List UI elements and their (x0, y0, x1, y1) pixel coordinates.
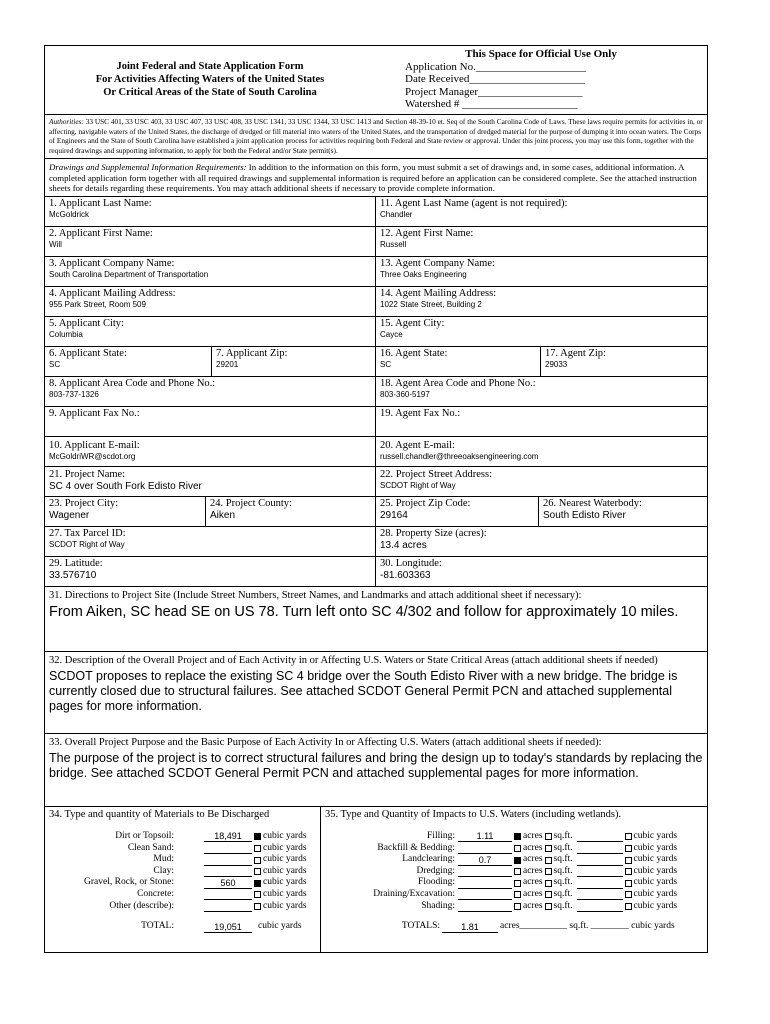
material-name: Clay: (153, 865, 174, 876)
material-qty[interactable] (204, 843, 252, 854)
material-name: Dirt or Topsoil: (115, 831, 174, 842)
impacts-totals (325, 921, 703, 933)
impact-cy-label: cubic yards (633, 854, 678, 865)
field-label: 15. Agent City: (380, 318, 445, 330)
field-project-street[interactable] (375, 467, 707, 496)
field-label: 13. Agent Company Name: (380, 258, 495, 270)
official-use-box (375, 46, 707, 114)
field-label: 9. Applicant Fax No.: (49, 408, 140, 420)
field-label: 16. Agent State: (380, 348, 448, 360)
field-project-name[interactable] (45, 467, 375, 496)
field-longitude[interactable] (375, 557, 707, 586)
material-item (49, 877, 316, 889)
field-value[interactable]: Chandler (380, 210, 413, 220)
field-value[interactable]: Will (49, 240, 62, 250)
field-value[interactable]: McGoldrick (49, 210, 90, 220)
impact-name: Draining/Excavation: (373, 889, 455, 900)
impact-sqft-label: sq.ft. (553, 900, 573, 911)
form-title-line: Joint Federal and State Application Form (116, 61, 304, 72)
row-project-name (45, 466, 707, 496)
impact-cy-checkbox[interactable] (625, 903, 632, 910)
field-label: 6. Applicant State: (49, 348, 127, 360)
material-item (49, 901, 316, 913)
material-qty[interactable]: 560 (204, 878, 252, 889)
impact-cy-qty[interactable] (577, 831, 623, 842)
field-label: 5. Applicant City: (49, 318, 124, 330)
impact-cy-checkbox[interactable] (625, 891, 632, 898)
field-value[interactable]: 955 Park Street, Room 509 (49, 300, 146, 310)
drawings-body: In addition to the information on this form, you must submit a set of drawings and, in some cases, additional information. A completed application form together with all required drawings and supplemental information is required before an application can be considered complete. See the attached instruction sheets for details regarding these requirements. You may attach additional sheets if necessary to provide complete information. (49, 162, 697, 194)
material-unit-label: cubic yards (263, 842, 307, 853)
impact-sqft-checkbox[interactable] (545, 880, 552, 887)
impact-acres-checkbox[interactable] (514, 868, 521, 875)
impact-item (325, 877, 703, 889)
field-label: 8. Applicant Area Code and Phone No.: (49, 378, 216, 390)
field-tax-parcel[interactable] (45, 527, 375, 556)
material-unit-checkbox[interactable] (254, 845, 261, 852)
field-label: 1. Applicant Last Name: (49, 198, 152, 210)
field-label: 14. Agent Mailing Address: (380, 288, 497, 300)
row-names-last (45, 196, 707, 226)
impact-cy-qty[interactable] (577, 878, 623, 889)
field-label: 30. Longitude: (380, 558, 442, 570)
field-applicant-zip[interactable] (211, 347, 375, 376)
field-project-description[interactable] (45, 652, 707, 733)
impact-acres-label: acres (523, 842, 543, 853)
impact-cy-label: cubic yards (633, 877, 678, 888)
materials-total (49, 921, 316, 933)
field-label: 26. Nearest Waterbody: (543, 498, 642, 510)
authorities-label: Authorities: (49, 117, 84, 126)
material-name: Gravel, Rock, or Stone: (84, 877, 174, 888)
impact-qty[interactable] (458, 843, 512, 854)
field-agent-phone[interactable] (375, 377, 707, 406)
field-label: 17. Agent Zip: (545, 348, 606, 360)
authorities-section (45, 114, 707, 158)
date-received-field[interactable]: Date Received_____________________ (405, 73, 585, 86)
application-form (44, 45, 708, 953)
field-project-zip[interactable] (375, 497, 538, 526)
field-agent-address[interactable] (375, 287, 707, 316)
field-property-size[interactable] (375, 527, 707, 556)
field-agent-last-name[interactable] (375, 197, 707, 226)
field-value[interactable]: 29033 (545, 360, 568, 370)
drawings-section (45, 158, 707, 196)
field-applicant-last-name[interactable] (45, 197, 375, 226)
impact-acres-label: acres (523, 831, 543, 842)
field-label: 32. Description of the Overall Project and of Each Activity in or Affecting U.S. Waters or State Critical Areas (attach additional sheets if needed) (49, 655, 658, 667)
field-value[interactable]: SCDOT Right of Way (380, 481, 456, 491)
impact-acres-checkbox[interactable] (514, 903, 521, 910)
field-value[interactable]: SC 4 over South Fork Edisto River (49, 481, 202, 493)
field-applicant-company[interactable] (45, 257, 375, 286)
field-value[interactable]: McGoldriWR@scdot.org (49, 452, 136, 462)
impact-qty[interactable] (458, 901, 512, 912)
impact-name: Dredging: (416, 865, 455, 876)
impact-sqft-checkbox[interactable] (545, 857, 552, 864)
row-email (45, 436, 707, 466)
material-name: Other (describe): (109, 900, 174, 911)
impact-acres-checkbox[interactable] (514, 845, 521, 852)
materials-label: 34. Type and quantity of Materials to Be Discharged (49, 809, 270, 821)
field-agent-zip[interactable] (540, 347, 707, 376)
impact-qty[interactable] (458, 866, 512, 877)
field-label: 18. Agent Area Code and Phone No.: (380, 378, 536, 390)
material-item (49, 831, 316, 843)
field-applicant-city[interactable] (45, 317, 375, 346)
field-label: 10. Applicant E-mail: (49, 440, 140, 452)
impact-cy-checkbox[interactable] (625, 880, 632, 887)
material-name: Clean Sand: (127, 842, 174, 853)
field-value[interactable]: Columbia (49, 330, 83, 340)
field-value[interactable]: South Carolina Department of Transportation (49, 270, 209, 280)
impact-sqft-checkbox[interactable] (545, 903, 552, 910)
field-applicant-first-name[interactable] (45, 227, 375, 256)
field-applicant-email[interactable] (45, 437, 375, 466)
material-unit-label: cubic yards (263, 854, 307, 865)
impact-sqft-label: sq.ft. (553, 831, 573, 842)
impact-item (325, 843, 703, 855)
impact-cy-checkbox[interactable] (625, 845, 632, 852)
impact-qty[interactable]: 0.7 (458, 855, 512, 866)
field-value[interactable]: 803-737-1326 (49, 390, 99, 400)
row-coordinates (45, 556, 707, 586)
row-address (45, 286, 707, 316)
field-directions[interactable] (45, 587, 707, 651)
field-agent-city[interactable] (375, 317, 707, 346)
field-value[interactable]: russell.chandler@threeoaksengineering.com (380, 452, 539, 462)
field-applicant-fax[interactable] (45, 407, 375, 436)
field-value[interactable]: SCDOT Right of Way (49, 540, 125, 550)
material-qty[interactable] (204, 855, 252, 866)
impact-sqft-label: sq.ft. (553, 877, 573, 888)
field-value[interactable]: Three Oaks Engineering (380, 270, 467, 280)
field-value[interactable]: SC (380, 360, 392, 370)
field-label: 22. Project Street Address: (380, 469, 492, 481)
impact-acres-label: acres (523, 865, 543, 876)
impact-acres-checkbox[interactable] (514, 857, 521, 864)
impact-item (325, 901, 703, 913)
material-unit-checkbox[interactable] (254, 903, 261, 910)
form-title-line: Or Critical Areas of the State of South Carolina (103, 87, 317, 98)
impact-cy-qty[interactable] (577, 843, 623, 854)
field-project-purpose[interactable] (45, 734, 707, 806)
field-label: 29. Latitude: (49, 558, 103, 570)
field-label: 19. Agent Fax No.: (380, 408, 461, 420)
field-label: 11. Agent Last Name (agent is not required): (380, 198, 568, 210)
section-impacts (320, 807, 707, 952)
material-unit-checkbox[interactable] (254, 833, 261, 840)
material-item (49, 889, 316, 901)
impact-sqft-checkbox[interactable] (545, 868, 552, 875)
impact-item (325, 854, 703, 866)
material-unit-label: cubic yards (263, 831, 307, 842)
field-label: 33. Overall Project Purpose and the Basic Purpose of Each Activity In or Affecting U.S. Waters (attach additional sheets if needed): (49, 737, 602, 749)
field-value[interactable]: Wagener (49, 510, 90, 522)
impact-qty[interactable] (458, 889, 512, 900)
material-unit-label: cubic yards (263, 865, 307, 876)
field-value[interactable]: Cayce (380, 330, 403, 340)
field-label: 31. Directions to Project Site (Include Street Numbers, Street Names, and Landmarks and attach additional sheet if necessary): (49, 590, 582, 602)
impact-cy-label: cubic yards (633, 831, 678, 842)
field-value[interactable]: 29164 (380, 510, 408, 522)
field-project-city[interactable] (45, 497, 205, 526)
field-value[interactable]: Aiken (210, 510, 236, 522)
section-materials (45, 807, 320, 952)
impact-sqft-checkbox[interactable] (545, 845, 552, 852)
material-qty[interactable] (204, 901, 252, 912)
impact-cy-qty[interactable] (577, 889, 623, 900)
row-description (45, 651, 707, 733)
field-applicant-address[interactable] (45, 287, 375, 316)
field-latitude[interactable] (45, 557, 375, 586)
field-agent-fax[interactable] (375, 407, 707, 436)
field-value[interactable]: 29201 (216, 360, 239, 370)
row-materials-impacts (45, 806, 707, 952)
impacts-totals-tail: acres__________ sq.ft. ________ cubic yards (500, 921, 675, 932)
field-label: 21. Project Name: (49, 469, 126, 481)
row-company (45, 256, 707, 286)
material-unit-checkbox[interactable] (254, 891, 261, 898)
row-parcel (45, 526, 707, 556)
impact-name: Flooding: (418, 877, 455, 888)
impact-acres-checkbox[interactable] (514, 891, 521, 898)
field-value[interactable]: South Edisto River (543, 510, 626, 522)
field-label: 20. Agent E-mail: (380, 440, 455, 452)
field-value[interactable]: 1022 State Street, Building 2 (380, 300, 482, 310)
impact-name: Shading: (421, 900, 455, 911)
field-label: 12. Agent First Name: (380, 228, 474, 240)
material-unit-checkbox[interactable] (254, 880, 261, 887)
impacts-totals-value[interactable]: 1.81 (442, 922, 498, 933)
impact-name: Landclearing: (402, 854, 455, 865)
material-item (49, 843, 316, 855)
material-unit-label: cubic yards (263, 877, 307, 888)
impact-item (325, 866, 703, 878)
field-value[interactable]: SCDOT proposes to replace the existing SC 4 bridge over the South Edisto River with a new bridge. The bridge is currently closed due to structural failures. See attached SCDOT General Permit PCN and attached supplemental pages for more information. (49, 669, 678, 714)
impact-cy-label: cubic yards (633, 889, 678, 900)
row-names-first (45, 226, 707, 256)
field-label: 27. Tax Parcel ID: (49, 528, 126, 540)
material-item (49, 866, 316, 878)
field-agent-state[interactable] (375, 347, 540, 376)
impact-acres-label: acres (523, 877, 543, 888)
field-nearest-waterbody[interactable] (538, 497, 707, 526)
drawings-text (45, 159, 707, 196)
impact-acres-checkbox[interactable] (514, 833, 521, 840)
impact-cy-checkbox[interactable] (625, 857, 632, 864)
impact-cy-label: cubic yards (633, 842, 678, 853)
impact-item (325, 889, 703, 901)
impact-acres-label: acres (523, 900, 543, 911)
row-city (45, 316, 707, 346)
impact-cy-qty[interactable] (577, 901, 623, 912)
impact-sqft-checkbox[interactable] (545, 891, 552, 898)
impacts-totals-label: TOTALS: (401, 921, 440, 932)
field-label: 25. Project Zip Code: (380, 498, 471, 510)
material-name: Mud: (153, 854, 174, 865)
watershed-field[interactable]: Watershed # _____________________ (405, 98, 578, 111)
impact-item (325, 831, 703, 843)
form-header (45, 46, 707, 114)
materials-total-label: TOTAL: (141, 921, 174, 932)
materials-list (49, 831, 316, 933)
field-agent-company[interactable] (375, 257, 707, 286)
field-label: 4. Applicant Mailing Address: (49, 288, 176, 300)
row-phone (45, 376, 707, 406)
impact-cy-label: cubic yards (633, 865, 678, 876)
impact-acres-checkbox[interactable] (514, 880, 521, 887)
impact-qty[interactable] (458, 878, 512, 889)
material-item (49, 854, 316, 866)
field-label: 2. Applicant First Name: (49, 228, 153, 240)
material-unit-label: cubic yards (263, 889, 307, 900)
field-value[interactable]: From Aiken, SC head SE on US 78. Turn left onto SC 4/302 and follow for approximately 10 miles. (49, 604, 679, 621)
materials-total-value[interactable]: 19,051 (204, 922, 252, 933)
material-qty[interactable] (204, 866, 252, 877)
impact-qty[interactable]: 1.11 (458, 831, 512, 842)
field-value[interactable]: Russell (380, 240, 407, 250)
impact-cy-qty[interactable] (577, 866, 623, 877)
field-agent-email[interactable] (375, 437, 707, 466)
field-label: 3. Applicant Company Name: (49, 258, 175, 270)
material-qty[interactable]: 18,491 (204, 831, 252, 842)
materials-total-unit: cubic yards (258, 921, 302, 932)
field-value[interactable]: 33.576710 (49, 570, 97, 582)
impact-acres-label: acres (523, 889, 543, 900)
form-title (45, 46, 375, 114)
field-value[interactable]: 13.4 acres (380, 540, 427, 552)
field-label: 7. Applicant Zip: (216, 348, 288, 360)
drawings-label: Drawings and Supplemental Information Requirements: (49, 162, 247, 172)
row-directions (45, 586, 707, 651)
project-manager-field[interactable]: Project Manager___________________ (405, 85, 583, 98)
impact-sqft-label: sq.ft. (553, 889, 573, 900)
field-label: 24. Project County: (210, 498, 292, 510)
impact-name: Backfill & Bedding: (377, 842, 455, 853)
form-title-line: For Activities Affecting Waters of the United States (95, 74, 325, 85)
field-label: 28. Property Size (acres): (380, 528, 487, 540)
impacts-list (325, 831, 703, 933)
field-value[interactable]: 803-360-5197 (380, 390, 430, 400)
field-value[interactable]: -81.603363 (380, 570, 431, 582)
authorities-body: 33 USC 401, 33 USC 403, 33 USC 407, 33 USC 408, 33 USC 1341, 33 USC 1344, 33 USC 1413 and Section 48-39-10 et. Seq of the South Carolina Code of Laws. These laws require permits for activities in, or affecting, navigable waters of the United States, the discharge of dredged or fill material into waters of the United States, and the transportation of dredged material for the purpose of dumping it into ocean waters. The Corps of Engineers and the State of South Carolina have established a joint application process for activities requiring both Federal and State review or approval. Under this joint process, you may use this form, together with the required drawings and supporting information, to apply for both the Federal and/or State permit(s). (49, 117, 703, 155)
impact-acres-label: acres (523, 854, 543, 865)
material-name: Concrete: (137, 889, 174, 900)
row-project-city (45, 496, 707, 526)
field-value[interactable]: The purpose of the project is to correct structural failures and bring the design up to today's standards by replacing the bridge. See attached SCDOT General Permit PCN and attached supplemental pages for more information. (49, 751, 703, 781)
impact-sqft-label: sq.ft. (553, 842, 573, 853)
impact-cy-label: cubic yards (633, 900, 678, 911)
material-unit-checkbox[interactable] (254, 857, 261, 864)
official-use-title: This Space for Official Use Only (465, 48, 617, 60)
impact-cy-qty[interactable] (577, 855, 623, 866)
material-unit-label: cubic yards (263, 900, 307, 911)
material-qty[interactable] (204, 889, 252, 900)
impact-sqft-label: sq.ft. (553, 854, 573, 865)
impacts-label: 35. Type and Quantity of Impacts to U.S. Waters (including wetlands). (325, 809, 622, 821)
impact-cy-checkbox[interactable] (625, 868, 632, 875)
field-applicant-state[interactable] (45, 347, 211, 376)
field-project-county[interactable] (205, 497, 375, 526)
application-no-field[interactable]: Application No.____________________ (405, 60, 586, 73)
field-label: 23. Project City: (49, 498, 119, 510)
field-applicant-phone[interactable] (45, 377, 375, 406)
impact-sqft-checkbox[interactable] (545, 833, 552, 840)
authorities-text (45, 115, 707, 158)
impact-name: Filling: (427, 831, 455, 842)
row-purpose (45, 733, 707, 806)
field-agent-first-name[interactable] (375, 227, 707, 256)
material-unit-checkbox[interactable] (254, 868, 261, 875)
row-fax (45, 406, 707, 436)
row-state-zip (45, 346, 707, 376)
impact-sqft-label: sq.ft. (553, 865, 573, 876)
field-value[interactable]: SC (49, 360, 61, 370)
impact-cy-checkbox[interactable] (625, 833, 632, 840)
